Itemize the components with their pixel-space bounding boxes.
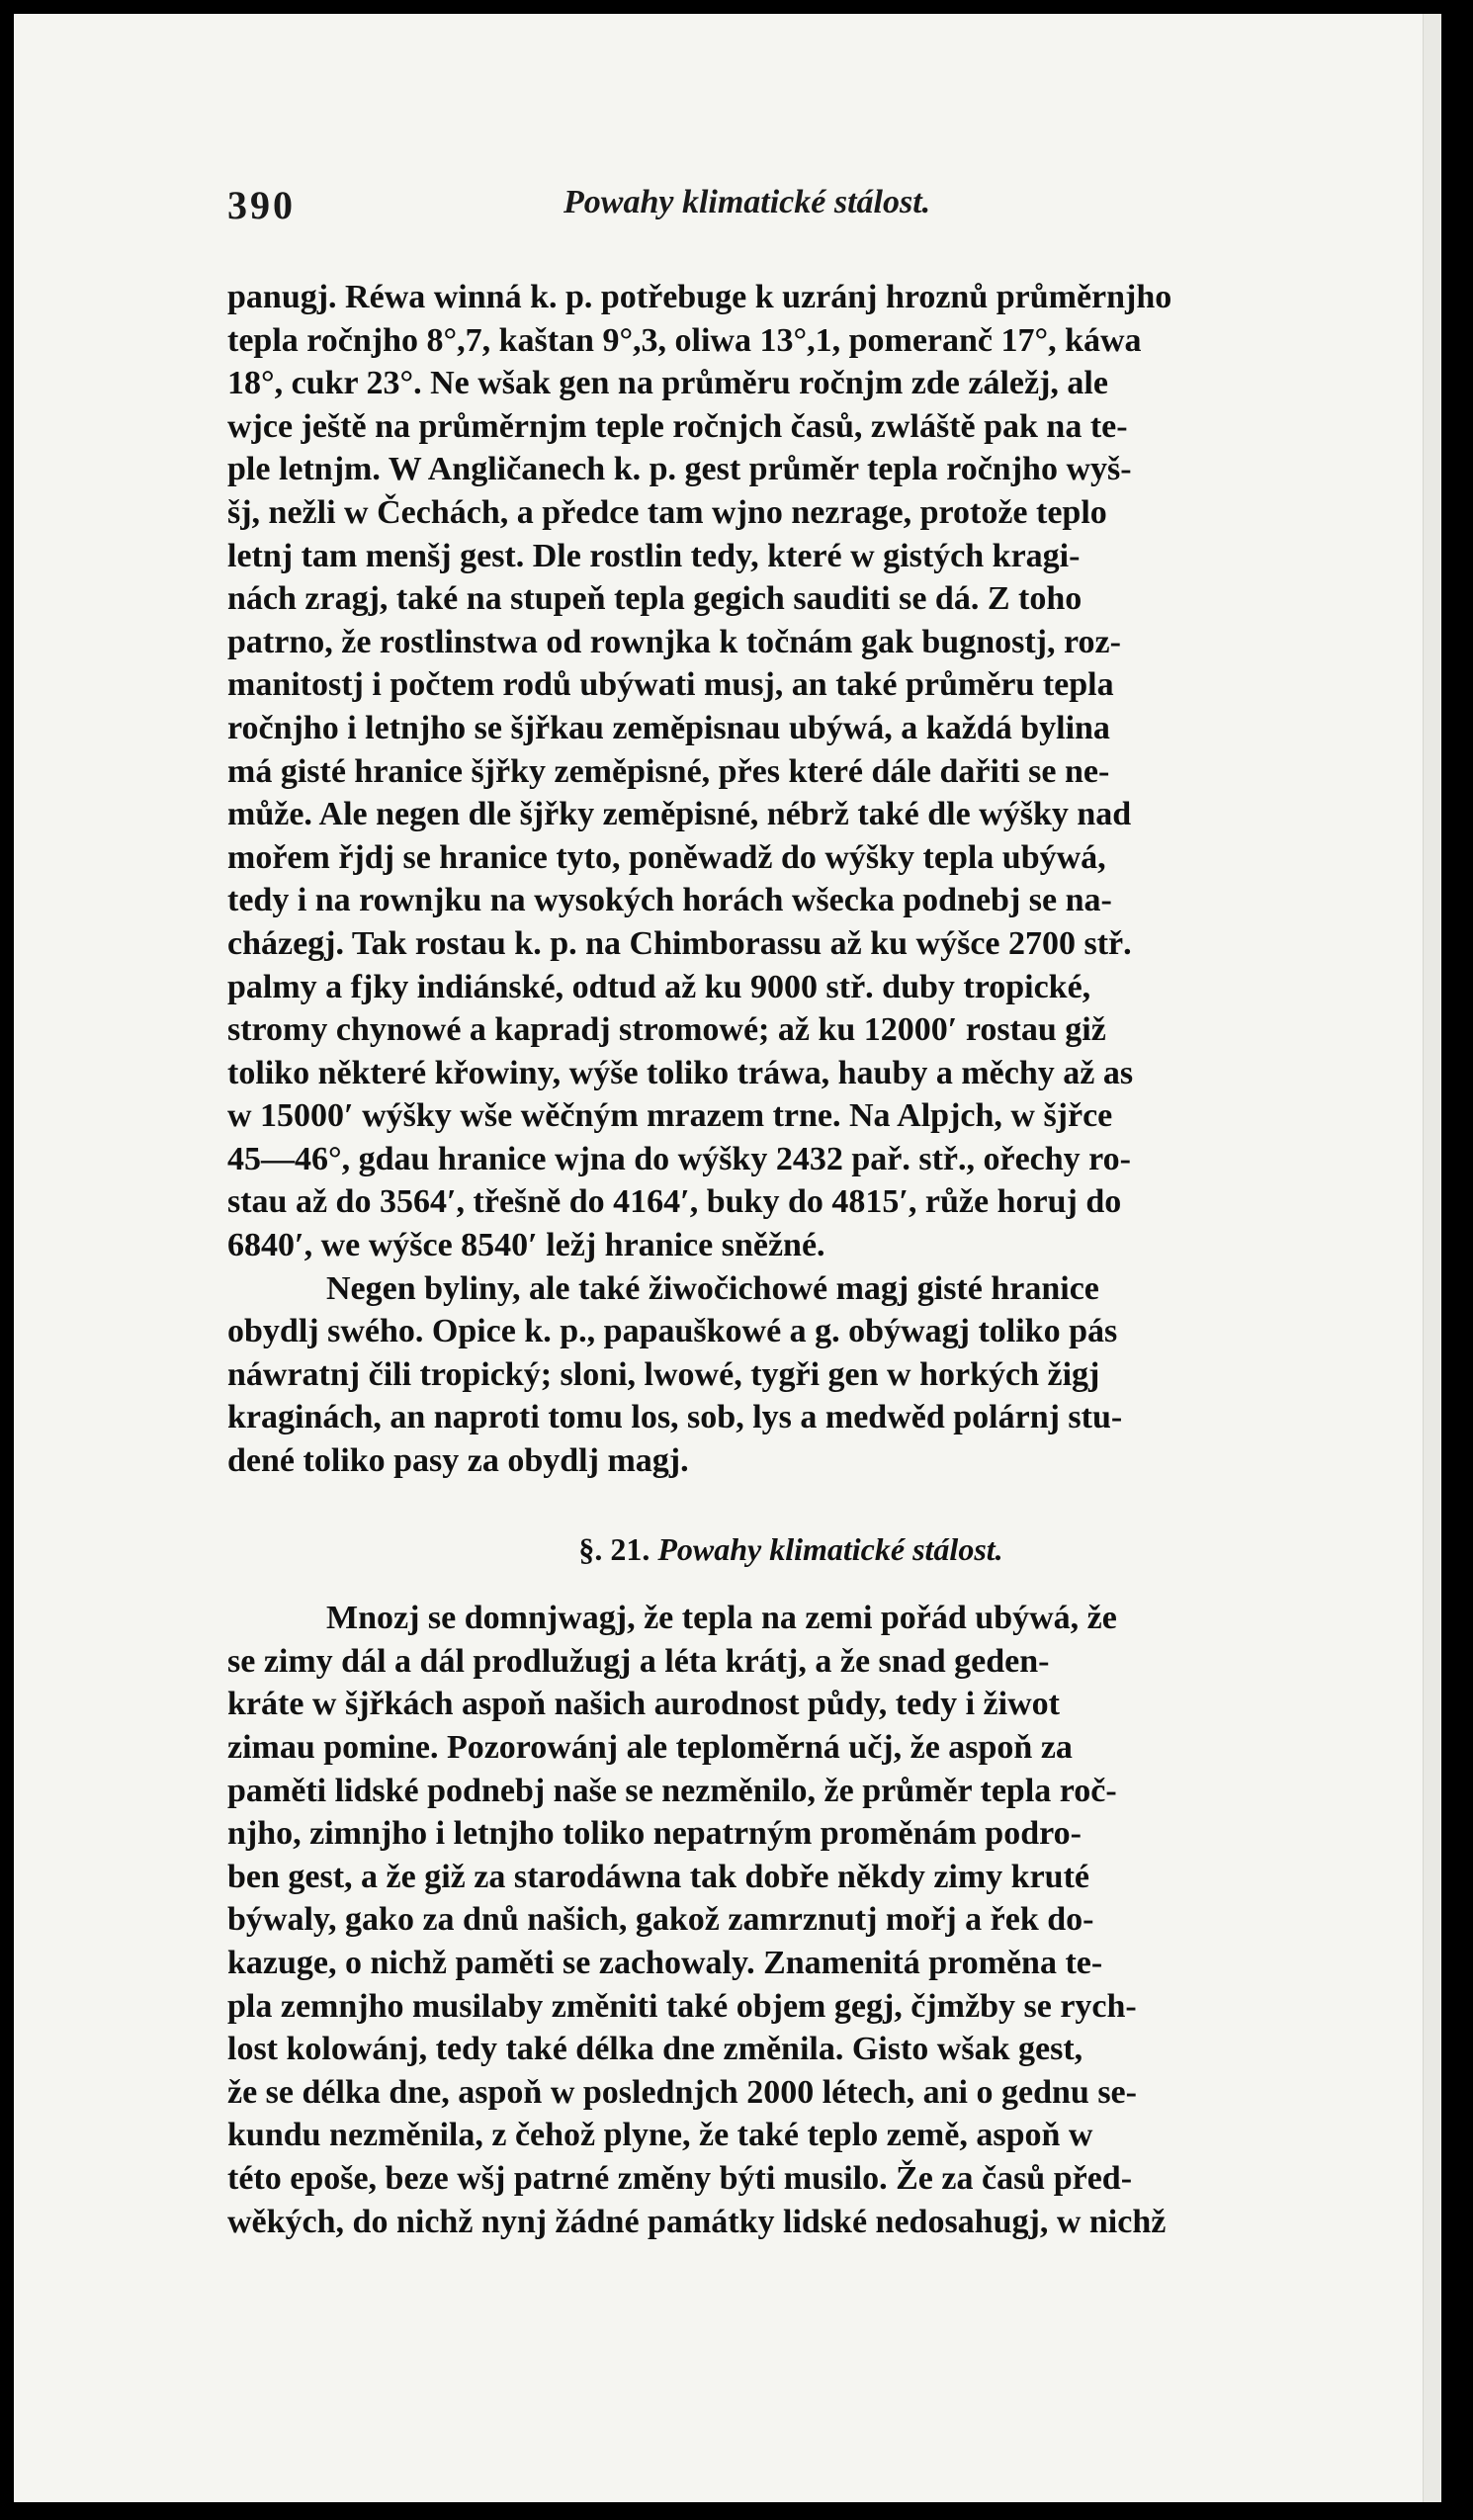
text-line: ple letnjm. W Angličanech k. p. gest průměr tepla ročnjho wyš- [227,451,1132,488]
text-line: mořem řjdj se hranice tyto, poněwadž do wýšky tepla ubýwá, [227,838,1106,876]
paragraph-1 [227,276,1354,1267]
text-line: lost kolowánj, tedy také délka dne změnila. Gisto wšak gest, [227,2031,1083,2068]
text-line: wěkých, do nichž nynj žádné památky lidské nedosahugj, w nichž [227,2203,1167,2240]
paragraph-2 [227,1267,1354,1483]
body-text [227,276,1354,2243]
text-line: cházegj. Tak rostau k. p. na Chimborassu až ku wýšce 2700 stř. [227,924,1132,962]
paragraph-3 [227,1597,1354,2243]
text-line: pla zemnjho musilaby změniti také objem gegj, čjmžby se rych- [227,1987,1137,2025]
text-line: se zimy dál a dál prodlužugj a léta krátj, a že snad geden- [227,1642,1050,1680]
text-line: ben gest, a že giž za starodáwna tak dobře někdy zimy kruté [227,1858,1089,1895]
text-line: tedy i na rownjku na wysokých horách wšecka podnebj se na- [227,882,1112,919]
page-number: 390 [227,183,296,227]
text-line: kazuge, o nichž paměti se zachowaly. Znamenitá proměna te- [227,1944,1103,1981]
text-line: nách zragj, také na stupeň tepla gegich sauditi se dá. Z toho [227,580,1083,618]
text-line: stromy chynowé a kapradj stromowé; až ku 12000′ rostau giž [227,1011,1106,1049]
text-line: kundu nezměnila, z čehož plyne, že také teplo země, aspoň w [227,2117,1093,2154]
section-number: §. 21. [578,1530,650,1567]
section-title: Powahy klimatické stálost. [657,1530,1003,1567]
section-heading [227,1528,1354,1572]
text-line: že se délka dne, aspoň w poslednjch 2000 létech, ani o gednu se- [227,2073,1137,2111]
text-line: tepla ročnjho 8°,7, kaštan 9°,3, oliwa 13°,1, pomeranč 17°, káwa [227,321,1142,359]
text-line: letnj tam menšj gest. Dle rostlin tedy, které w gistých kragi- [227,537,1081,574]
text-line: kraginách, an naproti tomu los, sob, lys a medwěd polárnj stu- [227,1399,1123,1436]
text-line: náwratnj čili tropický; sloni, lwowé, tygři gen w horkých žigj [227,1355,1100,1393]
text-line: Mnozj se domnjwagj, že tepla na zemi pořád ubýwá, že [326,1600,1117,1637]
text-line: manitostj i počtem rodů ubýwati musj, an také průměru tepla [227,666,1114,704]
text-line: může. Ale negen dle šjřky zeměpisné, nébrž také dle wýšky nad [227,796,1132,833]
text-line: šj, nežli w Čechách, a předce tam wjno nezrage, protože teplo [227,493,1107,531]
text-line: patrno, že rostlinstwa od rownjka k točnám gak bugnostj, roz- [227,623,1121,660]
text-line: obydlj swého. Opice k. p., papauškowé a g. obýwagj toliko pás [227,1313,1118,1350]
text-line: Negen byliny, ale také žiwočichowé magj gisté hranice [326,1269,1099,1307]
page-edge [1423,14,1441,2502]
text-line: stau až do 3564′, třešně do 4164′, buky do 4815′, růže horuj do [227,1183,1122,1221]
text-line: 18°, cukr 23°. Ne wšak gen na průměru ročnjm zde záležj, ale [227,365,1108,402]
text-line: této epoše, beze wšj patrné změny býti musilo. Že za časů před- [227,2159,1133,2197]
text-line: njho, zimnjho i letnjho toliko nepatrným proměnám podro- [227,1815,1082,1853]
text-line: býwaly, gako za dnů našich, gakož zamrznutj mořj a řek do- [227,1901,1094,1939]
running-title: Powahy klimatické stálost. [563,184,931,220]
text-line: ročnjho i letnjho se šjřkau zeměpisnau ubýwá, a každá bylina [227,709,1110,746]
text-line: zimau pomine. Pozorowánj ale teploměrná učj, že aspoň za [227,1729,1073,1766]
text-line: má gisté hranice šjřky zeměpisné, přes které dále dařiti se ne- [227,752,1110,790]
text-line: kráte w šjřkách aspoň našich aurodnost půdy, tedy i žiwot [227,1686,1060,1723]
text-line: panugj. Réwa winná k. p. potřebuge k uzránj hroznů průměrnjho [227,279,1172,315]
text-line: toliko některé křowiny, wýše toliko tráwa, hauby a měchy až as [227,1054,1134,1091]
text-line: wjce ještě na průměrnjm teple ročnjch časů, zwláště pak na te- [227,407,1128,445]
text-line: palmy a fjky indiánské, odtud až ku 9000 stř. duby tropické, [227,968,1091,1005]
book-page [14,14,1441,2502]
text-line: 45—46°, gdau hranice wjna do wýšky 2432 pař. stř., ořechy ro- [227,1140,1131,1177]
running-head [227,182,1354,241]
text-line: dené toliko pasy za obydlj magj. [227,1442,689,1480]
text-line: paměti lidské podnebj naše se nezměnilo, že průměr tepla roč- [227,1772,1117,1809]
text-line: 6840′, we wýšce 8540′ ležj hranice sněžné. [227,1227,825,1264]
text-line: w 15000′ wýšky wše wěčným mrazem trne. Na Alpjch, w šjřce [227,1097,1113,1135]
